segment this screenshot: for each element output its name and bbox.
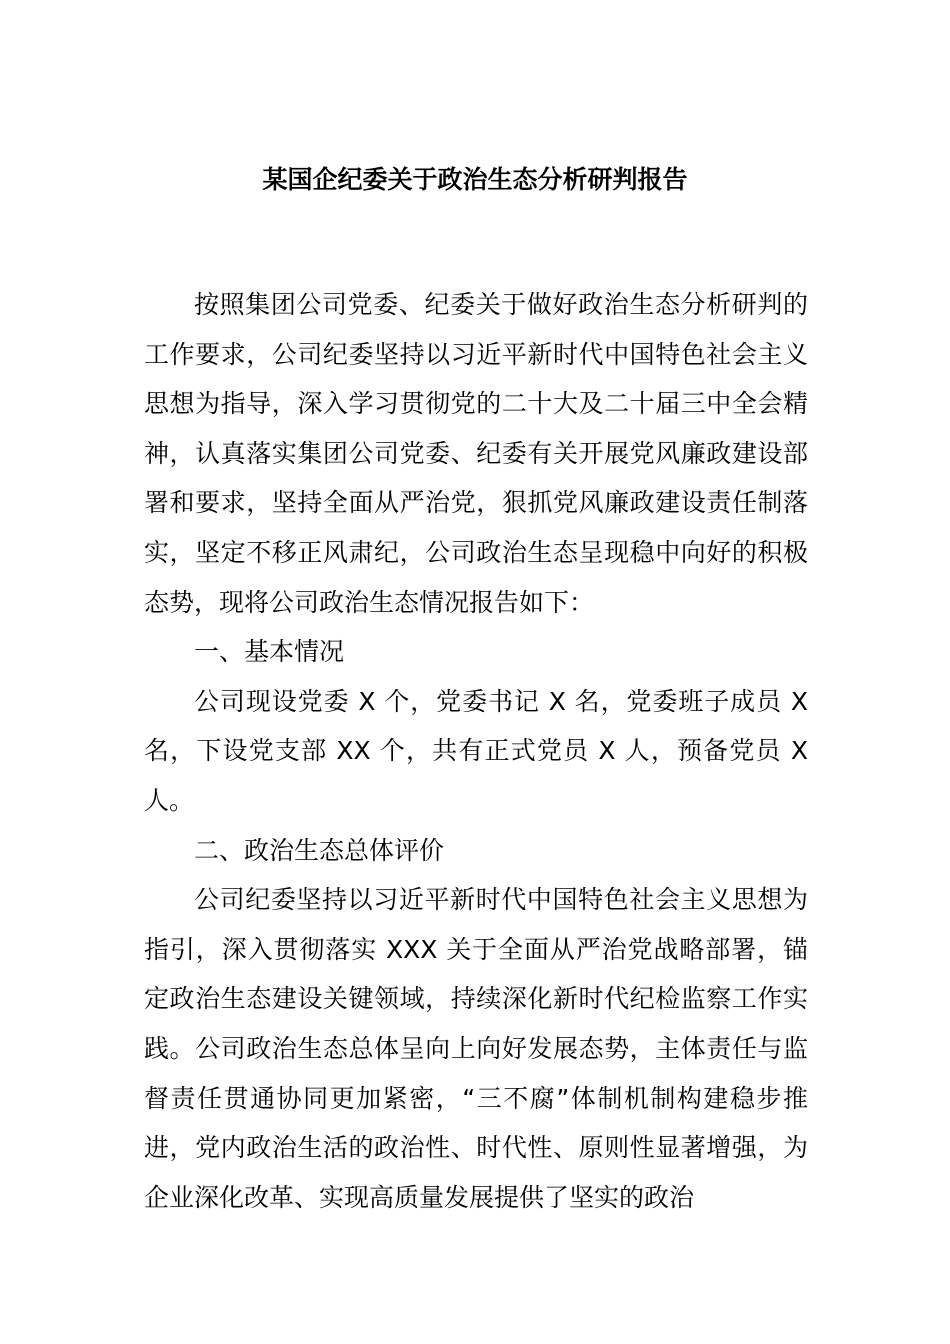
- basic-situation-paragraph: 公司现设党委 X 个，党委书记 X 名，党委班子成员 X 名，下设党支部 XX 个，共有正式党员 X 人，预备党员 X 人。: [144, 686, 808, 815]
- overall-evaluation-paragraph: 公司纪委坚持以习近平新时代中国特色社会主义思想为指引，深入贯彻落实 XXX 关于全面从严治党战略部署，锚定政治生态建设关键领域，持续深化新时代纪检监察工作实践。公司政治生态总体呈向上向好发展态势，主体责任与监督责任贯通协同更加紧密，“三不腐”体制机制构建稳步推进，党内政治生活的政治性、时代性、原则性显著增强，为企业深化改革、实现高质量发展提供了坚实的政治: [144, 885, 808, 1212]
- document-title: 某国企纪委关于政治生态分析研判报告: [262, 165, 688, 194]
- section-heading-overall-evaluation: 二、政治生态总体评价: [194, 835, 445, 865]
- section-heading-basic-situation: 一、基本情况: [194, 637, 345, 667]
- intro-paragraph: 按照集团公司党委、纪委关于做好政治生态分析研判的工作要求，公司纪委坚持以习近平新时代中国特色社会主义思想为指导，深入学习贯彻党的二十大及二十届三中全会精神，认真落实集团公司党委、纪委有关开展党风廉政建设部署和要求，坚持全面从严治党，狠抓党风廉政建设责任制落实，坚定不移正风肃纪，公司政治生态呈现稳中向好的积极态势，现将公司政治生态情况报告如下：: [144, 290, 808, 617]
- document-body: [144, 280, 808, 1222]
